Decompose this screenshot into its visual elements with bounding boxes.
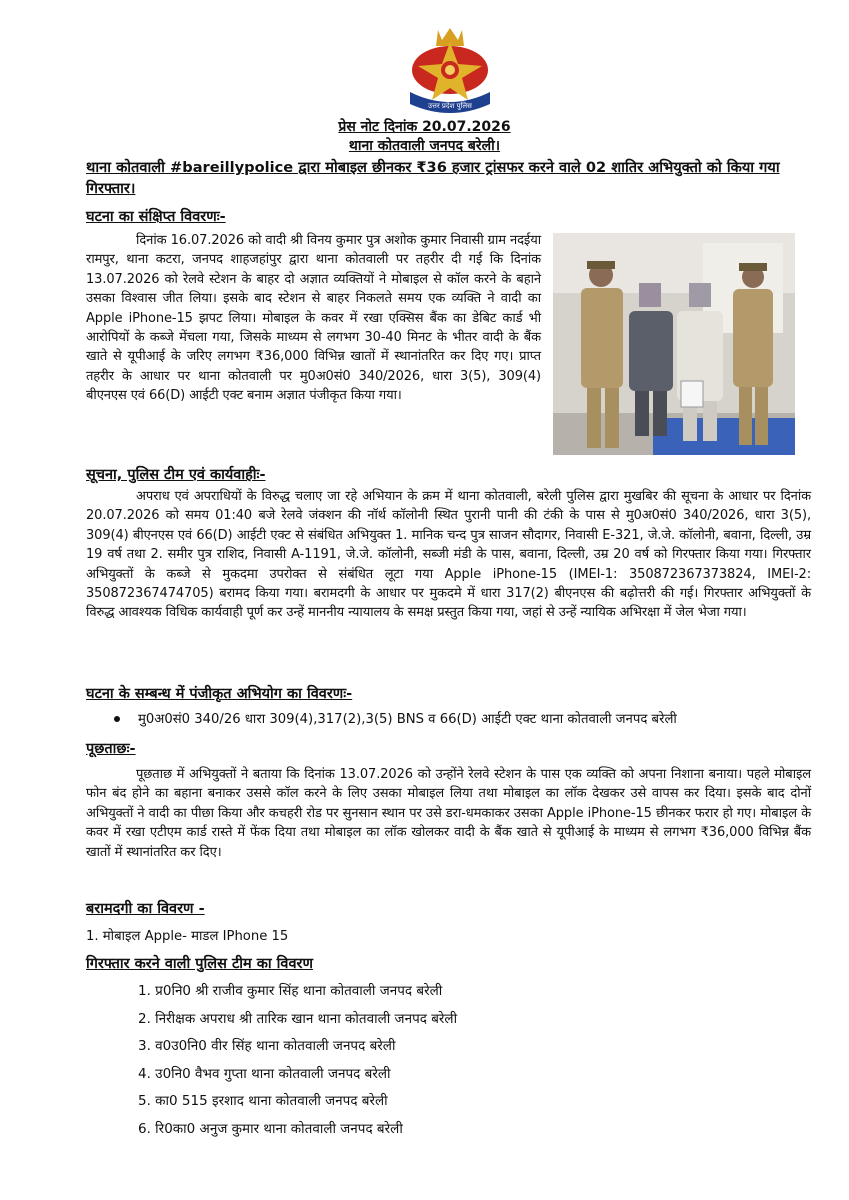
team-member: 3. व0उ0नि0 वीर सिंह थाना कोतवाली जनपद बरेली (138, 1038, 396, 1054)
interrogation-paragraph: पूछताछ में अभियुक्तों ने बताया कि दिनांक 13.07.2026 को उन्होंने रेलवे स्टेशन के पास एक व्यक्ति को अपना निशाना बनाया। पहले मोबाइल फोन बंद होने का बहाना बनाकर उससे कॉल करने के लिए उसका मोबाइल लिया तथा मोबाइल का लॉक देखकर उसे वापस कर दिया। इसके बाद दोनों अभियुक्तों ने वादी का पीछा किया और कचहरी रोड पर सुनसान स्थान पर उसे डरा-धमकाकर उसका Apple iPhone-15 छीनकर फरार हो गए। मोबाइल के कवर में रखा एटीएम कार्ड रास्ते में फेंक दिया तथा मोबाइल का लॉक खोलकर वादी के बैंक खाते से यूपीआई के माध्यम से लगभग ₹36,000 विभिन्न बैंक खातों में स्थानांतरित कर दिए। (86, 767, 811, 860)
action-paragraph: अपराध एवं अपराधियों के विरुद्ध चलाए जा रहे अभियान के क्रम में थाना कोतवाली, बरेली पुलिस द्वारा मुखबिर की सूचना के आधार पर दिनांक 20.07.2026 को समय 01:40 बजे रेलवे जंक्शन की नॉर्थ कॉलोनी स्थित पुरानी पानी की टंकी के पास से मु0अ0सं0 340/2026, धारा 3(5), 309(4) बीएनएस एवं 66(D) आईटी एक्ट से संबंधित अभियुक्त 1. मानिक चन्द पुत्र साजन सौदागर, निवासी E-321, जे.जे. कॉलोनी, बवाना, दिल्ली, उम्र 19 वर्ष तथा 2. समीर पुत्र राशिद, निवासी A-1191, जे.जे. कॉलोनी, सब्जी मंडी के पास, बवाना, दिल्ली, उम्र 20 वर्ष को गिरफ्तार किया गया। गिरफ्तार अभियुक्तों के कब्जे से मुकदमा उपरोक्त से संबंधित लूटा गया Apple iPhone-15 (IMEI-1: 350872367373824, IMEI-2: 350872367474705) बरामद किया गया। बरामदगी के आधार पर मुकदमे में धारा 317(2) बीएनएस की बढ़ोत्तरी की गई। गिरफ्तार अभियुक्तों के विरुद्ध आवश्यक विधिक कार्यवाही पूर्ण कर उन्हें माननीय न्यायालय के समक्ष प्रस्तुत किया गया, जहां से उन्हें न्यायिक अभिरक्षा में जेल भेजा गया। (86, 489, 811, 621)
headline: थाना कोतवाली #bareillypolice द्वारा मोबाइल छीनकर ₹36 हजार ट्रांसफर करने वाले 02 शातिर अभियुक्तो को किया गया गिरफ्तार। (86, 159, 780, 197)
recovery-heading: बरामदगी का विवरण - (86, 901, 205, 917)
interrogation-heading: पूछताछः- (86, 741, 136, 757)
team-member: 2. निरीक्षक अपराध श्री तारिक खान थाना कोतवाली जनपद बरेली (138, 1010, 458, 1027)
team-member: 6. रि0का0 अनुज कुमार थाना कोतवाली जनपद बरेली (138, 1120, 403, 1137)
case-heading: घटना के सम्बन्ध में पंजीकृत अभियोग का विवरणः- (86, 686, 353, 702)
team-member: 1. प्र0नि0 श्री राजीव कुमार सिंह थाना कोतवाली जनपद बरेली (138, 983, 443, 999)
summary-paragraph: दिनांक 16.07.2026 को वादी श्री विनय कुमार पुत्र अशोक कुमार निवासी ग्राम नदईया रामपुर, थाना कटरा, जनपद शाहजहांपुर द्वारा थाना कोतवाली पर तहरीर दी गई कि दिनांक 13.07.2026 को रेलवे स्टेशन के बाहर दो अज्ञात व्यक्तियों ने मोबाइल से कॉल करने के बहाने उसका विश्वास जीत लिया। इसके बाद स्टेशन से बाहर निकलते समय एक व्यक्ति ने वादी का Apple iPhone-15 झपट लिया। मोबाइल के कवर में रखा एक्सिस बैंक का डेबिट कार्ड भी आरोपियों के कब्जे मेंचला गया, जिसके माध्यम से लगभग 30-40 मिनट के भीतर वादी के बैंक खाते से यूपीआई के जरिए लगभग ₹36,000 विभिन्न खातों में स्थानांतरित कर दिए गए। प्राप्त तहरीर के आधार पर थाना कोतवाली पर मु0अ0सं0 340/2026, धारा 3(5), 309(4) बीएनएस एवं 66(D) आईटी एक्ट बनाम अज्ञात पंजीकृत किया गया। (86, 233, 541, 404)
case-item: मु0अ0सं0 340/26 धारा 309(4),317(2),3(5) BNS व 66(D) आईटी एक्ट थाना कोतवाली जनपद बरेली (114, 709, 677, 727)
press-note-subtitle: थाना कोतवाली जनपद बरेली। (348, 138, 501, 154)
recovery-item: 1. मोबाइल Apple- माडल IPhone 15 (86, 929, 289, 944)
up-police-emblem-icon (402, 26, 498, 118)
team-heading: गिरफ्तार करने वाली पुलिस टीम का विवरण (86, 956, 313, 972)
team-list (138, 980, 457, 1145)
bullet-icon (114, 716, 120, 722)
logo-text: उत्तर प्रदेश पुलिस (428, 102, 472, 110)
press-note-title: प्रेस नोट दिनांक 20.07.2026 (338, 119, 511, 135)
arrest-photo-icon (553, 233, 795, 455)
team-member: 5. का0 515 इरशाद थाना कोतवाली जनपद बरेली (138, 1093, 388, 1109)
summary-heading: घटना का संक्षिप्त विवरणः- (86, 209, 226, 225)
action-heading: सूचना, पुलिस टीम एवं कार्यवाहीः- (86, 467, 266, 483)
team-member: 4. उ0नि0 वैभव गुप्ता थाना कोतवाली जनपद बरेली (138, 1065, 391, 1082)
